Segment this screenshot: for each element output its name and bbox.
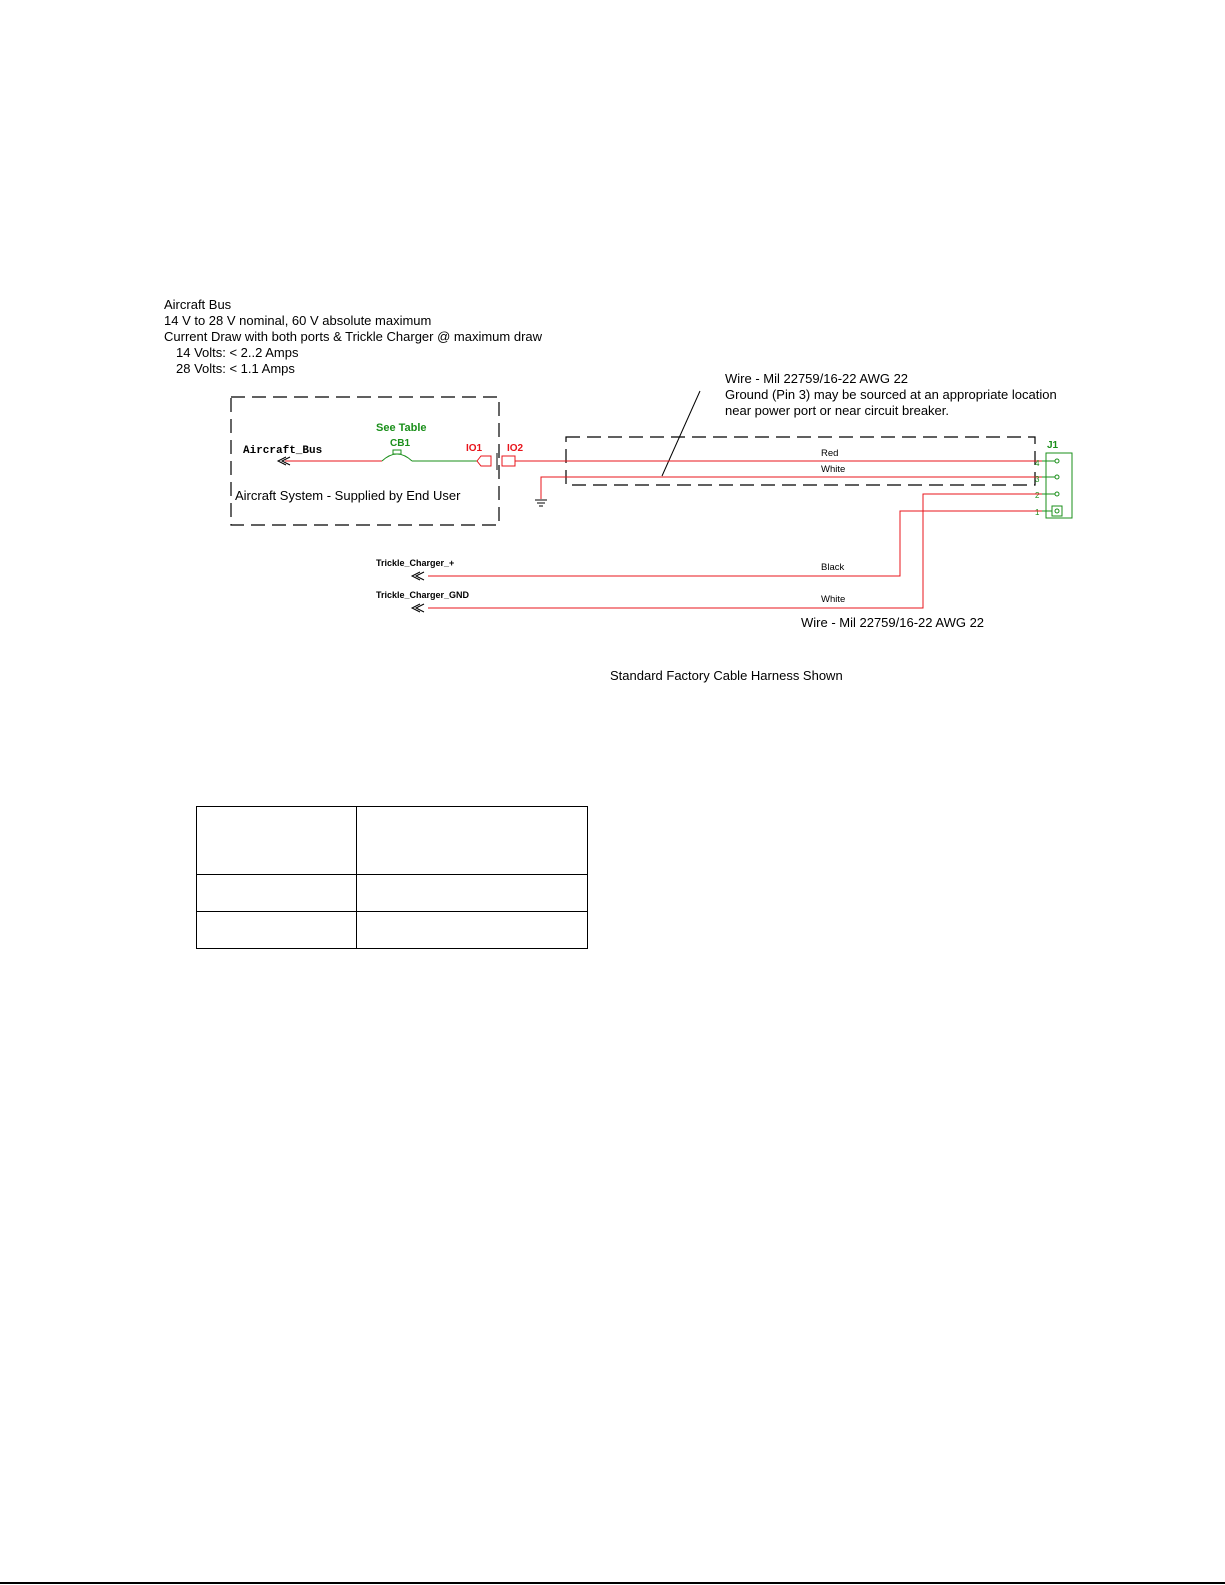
table-cell (197, 912, 357, 949)
io1-label: IO1 (466, 443, 483, 454)
pin-3-label: 3 (1035, 475, 1040, 484)
white-wire-ground (541, 477, 1042, 499)
breaker-table (196, 806, 588, 949)
aircraft-bus-net-label: Aircraft_Bus (243, 445, 323, 457)
connector-body (1046, 453, 1072, 518)
wire-note-line1: Wire - Mil 22759/16-22 AWG 22 (725, 371, 909, 386)
wire-note-bottom: Wire - Mil 22759/16-22 AWG 22 (801, 615, 985, 630)
pin-4-label: 4 (1035, 459, 1040, 468)
breaker-ref: CB1 (390, 438, 411, 449)
wire-note-leader (662, 391, 700, 476)
io2-connector-icon (502, 456, 515, 466)
trickle-plus-label: Trickle_Charger_+ (376, 558, 455, 568)
black-wire (428, 511, 1042, 576)
draw-14v-note: 14 Volts: < 2..2 Amps (176, 345, 299, 360)
red-wire-label: Red (821, 448, 839, 459)
io2-label: IO2 (507, 443, 524, 454)
trickle-gnd-arrow-icon (412, 604, 424, 612)
wire-note-line2: Ground (Pin 3) may be sourced at an appropriate location (725, 387, 1057, 402)
connector-ref: J1 (1047, 440, 1059, 451)
black-wire-label: Black (821, 562, 845, 573)
draw-28v-note: 28 Volts: < 1.1 Amps (176, 361, 295, 376)
connector-pins (1042, 459, 1062, 516)
white-wire-label: White (821, 464, 846, 475)
io1-connector-icon (477, 456, 491, 466)
trickle-gnd-label: Trickle_Charger_GND (376, 590, 470, 600)
wire-note-line3: near power port or near circuit breaker. (725, 403, 949, 418)
trickle-plus-arrow-icon (412, 572, 424, 580)
pin-2-label: 2 (1035, 491, 1040, 500)
white-wire-gnd-label: White (821, 594, 846, 605)
table-row (197, 912, 588, 949)
table-cell (197, 807, 357, 875)
ground-icon (535, 500, 547, 506)
table-cell (197, 875, 357, 912)
page-bottom-rule (0, 1582, 1225, 1584)
table-row (197, 875, 588, 912)
breaker-note: See Table (376, 422, 427, 434)
aircraft-system-label: Aircraft System - Supplied by End User (235, 488, 461, 503)
current-draw-note: Current Draw with both ports & Trickle Charger @ maximum draw (164, 329, 543, 344)
diagram-caption: Standard Factory Cable Harness Shown (610, 668, 843, 683)
table-cell (357, 807, 588, 875)
pin-1-label: 1 (1035, 508, 1040, 517)
table-header-row (197, 807, 588, 875)
table-cell (357, 875, 588, 912)
voltage-note: 14 V to 28 V nominal, 60 V absolute maximum (164, 313, 432, 328)
circuit-breaker-icon (382, 450, 412, 461)
table-cell (357, 912, 588, 949)
bus-title: Aircraft Bus (164, 297, 232, 312)
